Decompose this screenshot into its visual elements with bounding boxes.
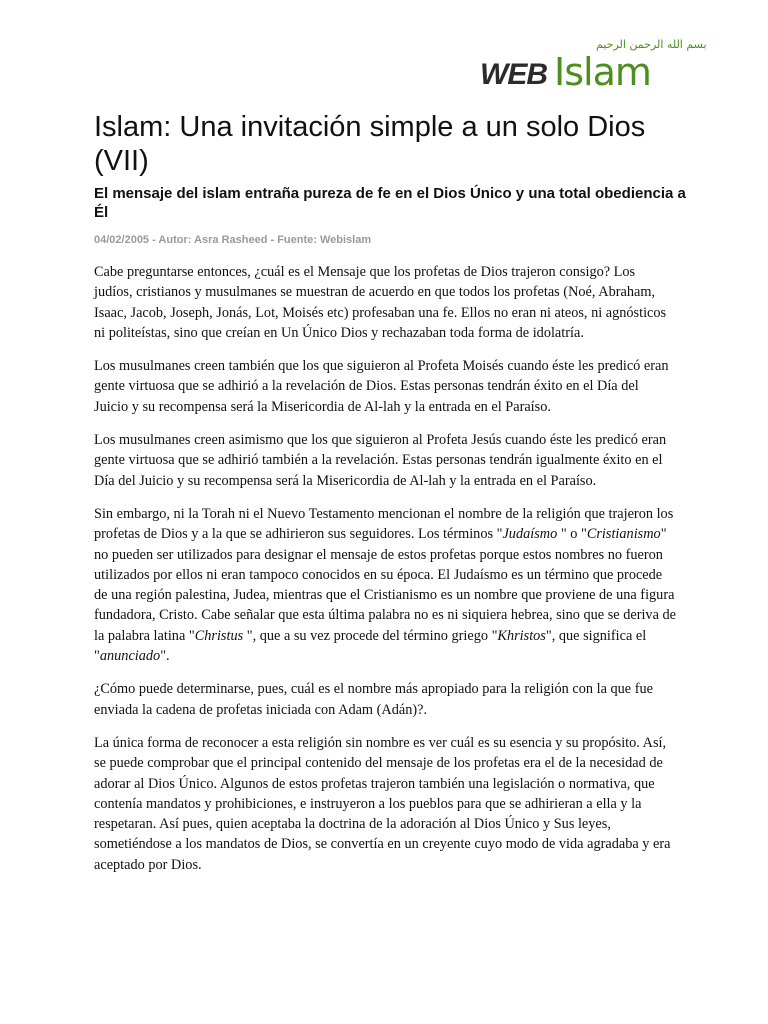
emphasis-khristos: Khristos — [497, 627, 546, 644]
paragraph-text: ", que a su vez procede del término griego " — [243, 627, 498, 644]
paragraph-text: " o " — [557, 526, 587, 543]
emphasis-judaismo: Judaísmo — [502, 526, 558, 543]
emphasis-christus: Christus — [194, 627, 244, 644]
paragraph: La única forma de reconocer a esta religión sin nombre es ver cuál es su esencia y su propósito. Así, se puede comprobar que el principal contenido del mensaje de los profetas era el de la necesidad de adorar al Dios Único. Algunos de estos profetas trajeron también una legislación o normativa, que contenía mandatos y prohibiciones, e instruyeron a los pueblos para que se adhirieran a ella y la respetaran. Así pues, quien aceptaba la doctrina de la adoración al Dios Único y Sus leyes, sometiéndose a los mandatos de Dios, se convertía en un creyente cuyo modo de vida agradaba y era aceptado por Dios. — [94, 734, 671, 873]
paragraph-text: Sin embargo, ni la Torah ni el Nuevo Testamento mencionan el nombre de la religión que trajeron los profetas de Dios y a la que se adhirieron sus seguidores. Los términos " — [94, 505, 674, 543]
emphasis-cristianismo: Cristianismo — [586, 526, 661, 543]
paragraph: Los musulmanes creen asimismo que los que siguieron al Profeta Jesús cuando éste les predicó eran gente virtuosa que se adhirió también a la revelación. Estas personas tendrán igualmente éxito en el Día del Juicio y su recompensa será la Misericordia de Al-lah y la entrada en el Paraíso. — [94, 432, 667, 489]
logo-islam-text: Islam — [554, 50, 651, 94]
logo-web-text: WEB — [480, 58, 547, 91]
article-body — [94, 262, 676, 888]
paragraph-text: " no pueden ser utilizados para designar el mensaje de estos profetas porque estos nombres no fueron utilizados por ellos ni eran tampoco conocidos en su época. El Judaísmo es un término que procede de una región palestina, Judea, mientras que el Cristianismo es un nombre que proviene de una figura fundadora, Cristo. Cabe señalar que esta última palabra no es ni siquiera hebrea, sino que se deriva de la palabra latina " — [94, 526, 676, 644]
paragraph — [94, 504, 676, 666]
paragraph: Los musulmanes creen también que los que siguieron al Profeta Moisés cuando éste les predicó eran gente virtuosa que se adhirió a la revelación de Dios. Estas personas tendrán éxito en el Día del Juicio y su recompensa será la Misericordia de Al-lah y la entrada en el Paraíso. — [94, 358, 669, 415]
paragraph: Cabe preguntarse entonces, ¿cuál es el Mensaje que los profetas de Dios trajeron consigo? Los judíos, cristianos y musulmanes se muestran de acuerdo en que todos los profetas (Noé, Abraham, Isaac, Jacob, Joseph, Jonás, Lot, Moisés etc) profesaban una fe. Ellos no eran ni ateos, ni agnósticos ni politeístas, sino que creían en Un Único Dios y rechazaban toda forma de idolatría. — [94, 264, 667, 341]
webislam-logo — [480, 38, 707, 100]
paragraph: ¿Cómo puede determinarse, pues, cuál es el nombre más apropiado para la religión con la que fue enviada la cadena de profetas iniciada con Adam (Adán)?. — [94, 681, 653, 718]
paragraph-text: ", que significa el " — [94, 627, 647, 665]
article-meta: 04/02/2005 - Autor: Asra Rasheed - Fuente: Webislam — [94, 234, 372, 246]
paragraph-text: ". — [160, 648, 170, 665]
article-subtitle: El mensaje del islam entraña pureza de fe en el Dios Único y una total obediencia a Él — [94, 185, 686, 221]
article-title: Islam: Una invitación simple a un solo Dios (VII) — [94, 111, 646, 177]
emphasis-anunciado: anunciado — [99, 648, 161, 665]
logo-arabic-calligraphy: بسم الله الرحمن الرحيم — [596, 38, 707, 51]
